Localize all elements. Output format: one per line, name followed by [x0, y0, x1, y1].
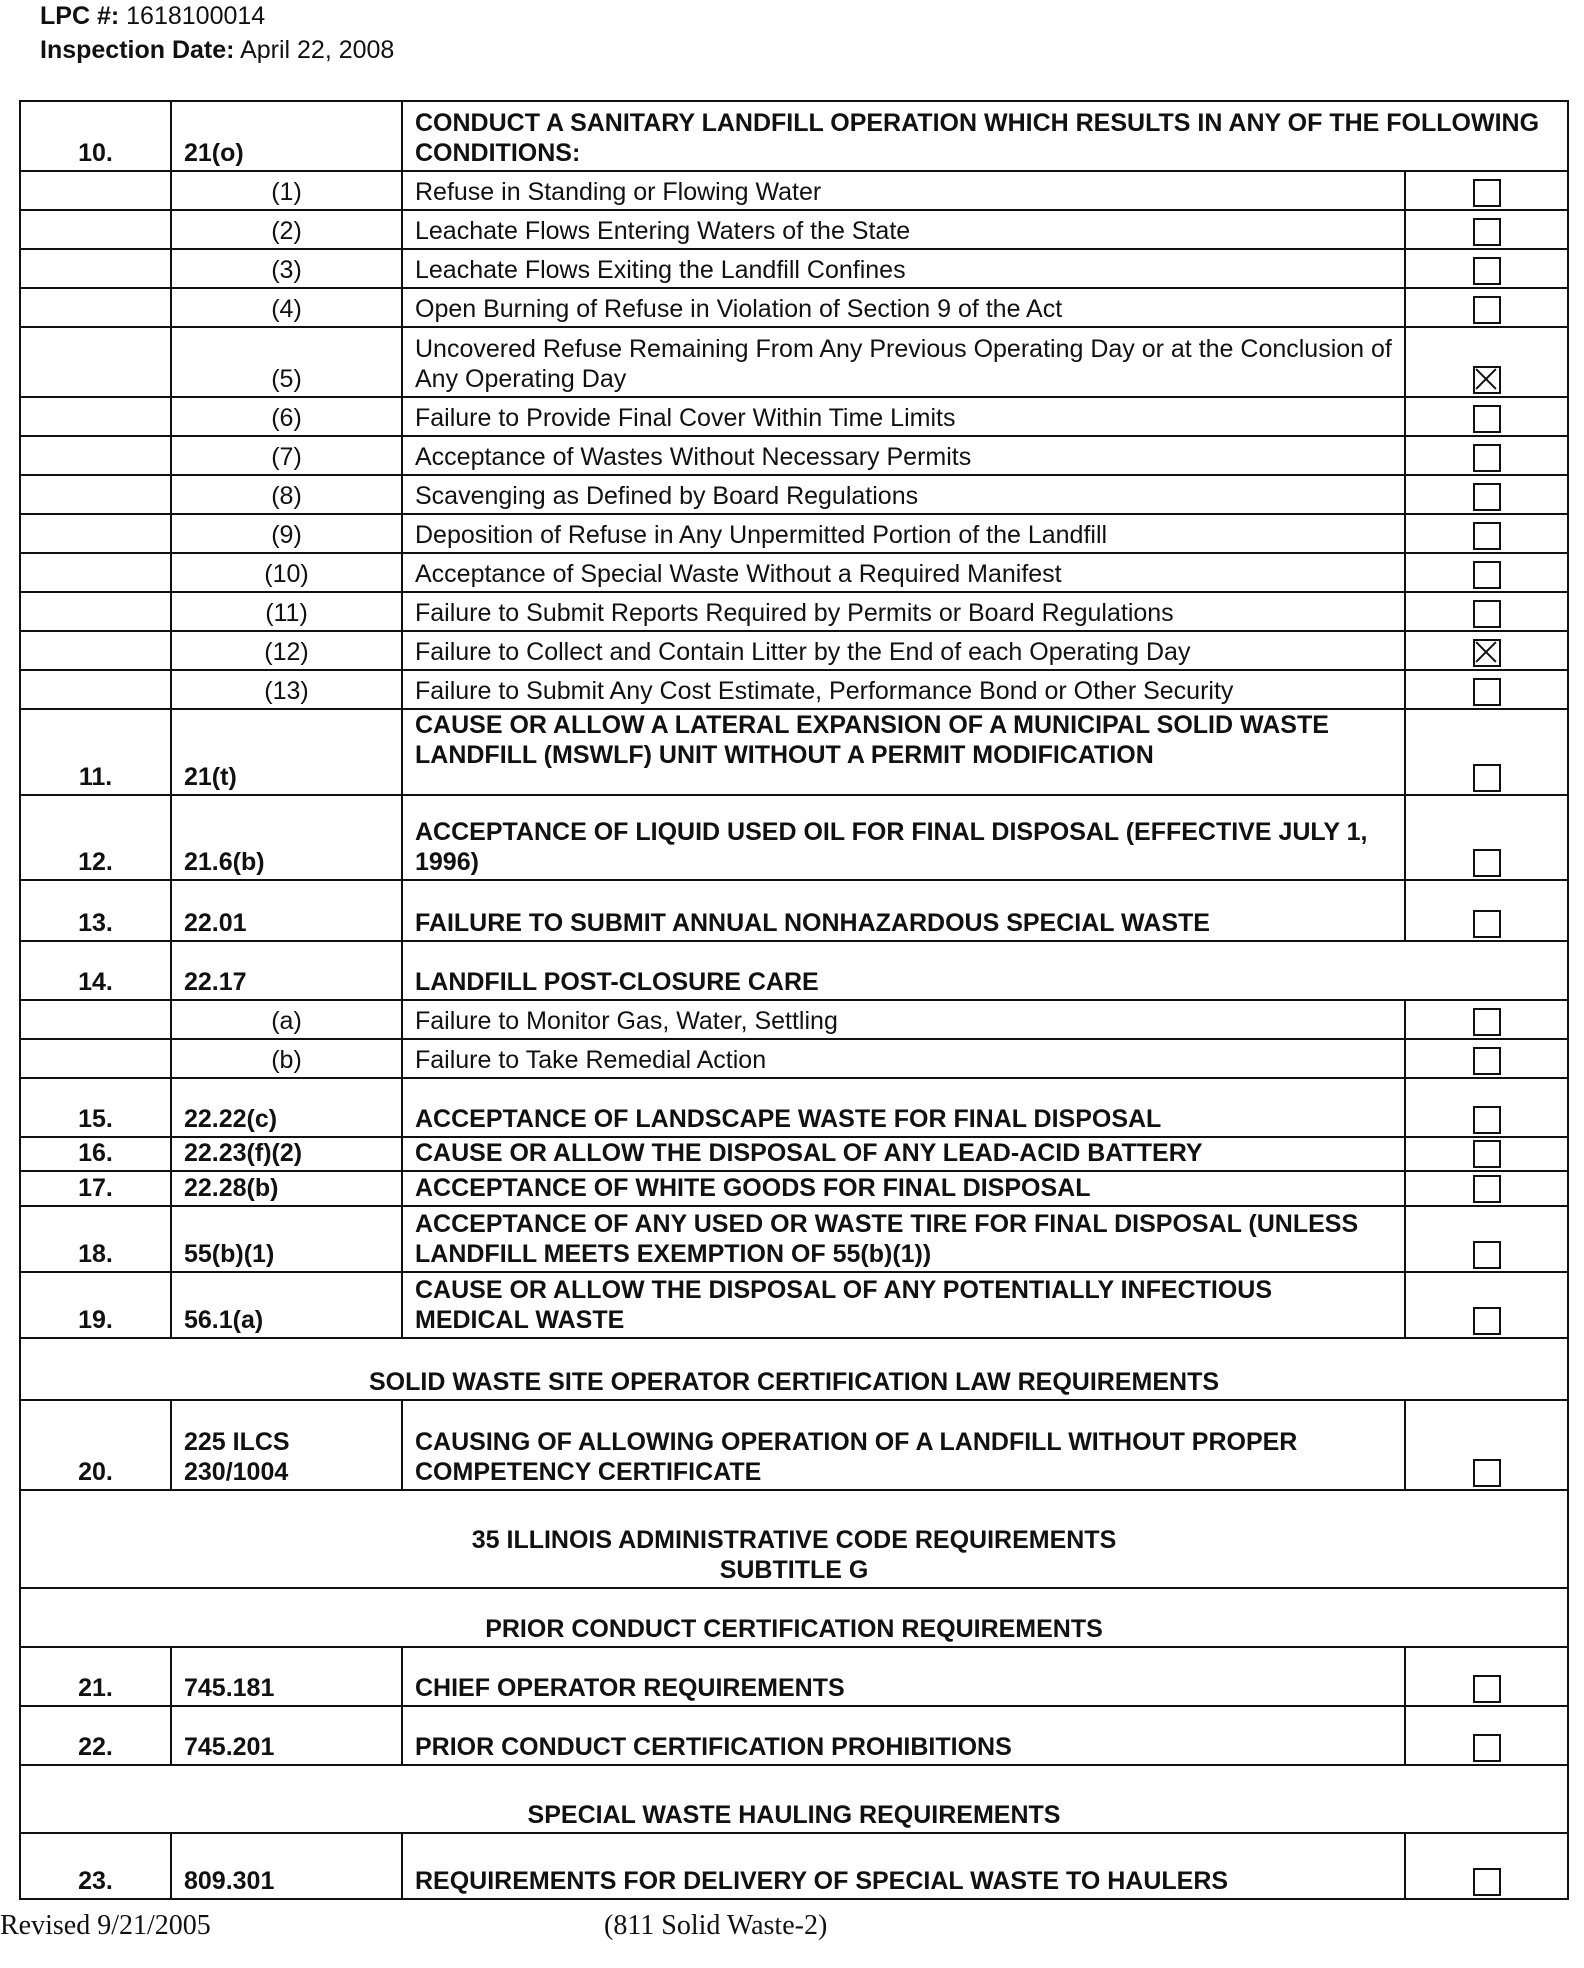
checkbox[interactable]: [1473, 1047, 1501, 1075]
blank-cell: [20, 327, 171, 397]
item-description: CHIEF OPERATOR REQUIREMENTS: [402, 1647, 1405, 1706]
section-heading-operator-cert: SOLID WASTE SITE OPERATOR CERTIFICATION LAW REQUIREMENTS: [20, 1338, 1568, 1400]
item-description: Failure to Collect and Contain Litter by the End of each Operating Day: [402, 631, 1405, 670]
subitem-label: (8): [171, 475, 402, 514]
checkbox[interactable]: [1473, 522, 1501, 550]
item-description: [402, 709, 1405, 795]
table-row: [20, 171, 1568, 210]
blank-cell: [20, 670, 171, 709]
checkbox-cell[interactable]: [1405, 1206, 1568, 1272]
table-row: [20, 514, 1568, 553]
section-heading-admin-code: [20, 1490, 1568, 1588]
checkbox-cell[interactable]: [1405, 1000, 1568, 1039]
inspection-date: [40, 34, 394, 66]
checkbox-cell[interactable]: [1405, 171, 1568, 210]
checkbox-cell[interactable]: [1405, 795, 1568, 880]
table-row: [20, 249, 1568, 288]
checkbox-cell[interactable]: [1405, 631, 1568, 670]
item-number: 10.: [20, 101, 171, 171]
subitem-label: (11): [171, 592, 402, 631]
lpc-number: [40, 0, 265, 32]
table-row: [20, 475, 1568, 514]
table-row: [20, 795, 1568, 880]
item-description: ACCEPTANCE OF LANDSCAPE WASTE FOR FINAL DISPOSAL: [402, 1078, 1405, 1137]
checkbox[interactable]: [1473, 296, 1501, 324]
subitem-label: (6): [171, 397, 402, 436]
table-row: [20, 1000, 1568, 1039]
item-description: Acceptance of Special Waste Without a Required Manifest: [402, 553, 1405, 592]
checkbox[interactable]: [1473, 1868, 1501, 1896]
item-description-text: CAUSE OR ALLOW A LATERAL EXPANSION OF A MUNICIPAL SOLID WASTE LANDFILL (MSWLF) UNIT WITHOUT A PERMIT MODIFICATION: [415, 711, 1329, 769]
subitem-label: (10): [171, 553, 402, 592]
section-banner-row: [20, 1490, 1568, 1588]
lpc-value: 1618100014: [126, 2, 266, 30]
section-banner-row: [20, 1588, 1568, 1647]
item-number: 16.: [20, 1137, 171, 1171]
table-row: [20, 1039, 1568, 1078]
item-description: ACCEPTANCE OF LIQUID USED OIL FOR FINAL DISPOSAL (EFFECTIVE JULY 1, 1996): [402, 795, 1405, 880]
checkbox[interactable]: [1473, 561, 1501, 589]
section-ref: 745.201: [171, 1706, 402, 1765]
table-row: [20, 1400, 1568, 1490]
checkbox[interactable]: [1473, 179, 1501, 207]
section-heading-special-waste: SPECIAL WASTE HAULING REQUIREMENTS: [20, 1765, 1568, 1833]
blank-cell: [20, 631, 171, 670]
subitem-label: (12): [171, 631, 402, 670]
revision-date: Revised 9/21/2005: [0, 1910, 211, 1941]
checkbox-checked[interactable]: [1473, 366, 1501, 394]
checkbox-checked[interactable]: [1473, 639, 1501, 667]
checkbox-cell[interactable]: [1405, 1400, 1568, 1490]
subitem-label: (7): [171, 436, 402, 475]
subitem-label: (13): [171, 670, 402, 709]
table-row: [20, 210, 1568, 249]
checkbox[interactable]: [1473, 600, 1501, 628]
checkbox-cell[interactable]: [1405, 1039, 1568, 1078]
item-number: 18.: [20, 1206, 171, 1272]
subitem-label: (5): [171, 327, 402, 397]
section-ref: 22.22(c): [171, 1078, 402, 1137]
checkbox[interactable]: [1473, 257, 1501, 285]
table-row: [20, 1171, 1568, 1205]
checkbox[interactable]: [1473, 849, 1501, 877]
form-id: (811 Solid Waste-2): [604, 1910, 828, 1941]
checkbox[interactable]: [1473, 910, 1501, 938]
subitem-label: (b): [171, 1039, 402, 1078]
subitem-label: (9): [171, 514, 402, 553]
checkbox-cell[interactable]: [1405, 553, 1568, 592]
table-row: [20, 397, 1568, 436]
subitem-label: (2): [171, 210, 402, 249]
section-ref: 55(b)(1): [171, 1206, 402, 1272]
checkbox-cell[interactable]: [1405, 436, 1568, 475]
blank-cell: [20, 436, 171, 475]
item-description: Uncovered Refuse Remaining From Any Previous Operating Day or at the Conclusion of Any Operating Day: [402, 327, 1405, 397]
checkbox-cell[interactable]: [1405, 709, 1568, 795]
subitem-label: (3): [171, 249, 402, 288]
item-description: CAUSING OF ALLOWING OPERATION OF A LANDFILL WITHOUT PROPER COMPETENCY CERTIFICATE: [402, 1400, 1405, 1490]
item-description: Failure to Submit Any Cost Estimate, Performance Bond or Other Security: [402, 670, 1405, 709]
checkbox-cell[interactable]: [1405, 327, 1568, 397]
item-description: Leachate Flows Entering Waters of the State: [402, 210, 1405, 249]
item-description: ACCEPTANCE OF WHITE GOODS FOR FINAL DISPOSAL: [402, 1171, 1405, 1205]
checkbox[interactable]: [1473, 1140, 1501, 1168]
lpc-label: LPC #:: [40, 2, 120, 30]
item-description: Refuse in Standing or Flowing Water: [402, 171, 1405, 210]
inspection-date-label: Inspection Date:: [40, 36, 235, 64]
subitem-label: (4): [171, 288, 402, 327]
checkbox-cell[interactable]: [1405, 1272, 1568, 1338]
checkbox-cell[interactable]: [1405, 1137, 1568, 1171]
checkbox[interactable]: [1473, 678, 1501, 706]
blank-cell: [20, 210, 171, 249]
blank-cell: [20, 592, 171, 631]
section-ref: 225 ILCS 230/1004: [171, 1400, 402, 1490]
item-description: REQUIREMENTS FOR DELIVERY OF SPECIAL WASTE TO HAULERS: [402, 1833, 1405, 1899]
item-description: CAUSE OR ALLOW THE DISPOSAL OF ANY LEAD-ACID BATTERY: [402, 1137, 1405, 1171]
table-row: [20, 101, 1568, 171]
checkbox-cell[interactable]: [1405, 1078, 1568, 1137]
item-description: Leachate Flows Exiting the Landfill Confines: [402, 249, 1405, 288]
checkbox-cell[interactable]: [1405, 1706, 1568, 1765]
checkbox[interactable]: [1473, 483, 1501, 511]
item-number: 21.: [20, 1647, 171, 1706]
item-description: ACCEPTANCE OF ANY USED OR WASTE TIRE FOR FINAL DISPOSAL (UNLESS LANDFILL MEETS EXEMPTION OF 55(b)(1)): [402, 1206, 1405, 1272]
table-row: [20, 941, 1568, 1000]
checkbox[interactable]: [1473, 1675, 1501, 1703]
item-description: Failure to Take Remedial Action: [402, 1039, 1405, 1078]
section-ref: 745.181: [171, 1647, 402, 1706]
item-description: Failure to Provide Final Cover Within Time Limits: [402, 397, 1405, 436]
checkbox-cell[interactable]: [1405, 475, 1568, 514]
item-description: LANDFILL POST-CLOSURE CARE: [402, 941, 1568, 1000]
item-description: Failure to Monitor Gas, Water, Settling: [402, 1000, 1405, 1039]
section-ref: 22.28(b): [171, 1171, 402, 1205]
section-ref: 21.6(b): [171, 795, 402, 880]
section-ref: 56.1(a): [171, 1272, 402, 1338]
table-row: [20, 631, 1568, 670]
item-description: Acceptance of Wastes Without Necessary Permits: [402, 436, 1405, 475]
checkbox[interactable]: [1473, 1241, 1501, 1269]
section-ref: 21(o): [171, 101, 402, 171]
item-number: 17.: [20, 1171, 171, 1205]
item-description: CONDUCT A SANITARY LANDFILL OPERATION WHICH RESULTS IN ANY OF THE FOLLOWING CONDITIONS:: [402, 101, 1568, 171]
table-row: [20, 288, 1568, 327]
checkbox[interactable]: [1473, 444, 1501, 472]
table-row: [20, 1078, 1568, 1137]
item-description: Failure to Submit Reports Required by Permits or Board Regulations: [402, 592, 1405, 631]
checkbox[interactable]: [1473, 1106, 1501, 1134]
item-number: 15.: [20, 1078, 171, 1137]
blank-cell: [20, 475, 171, 514]
item-number: 22.: [20, 1706, 171, 1765]
table-row: [20, 327, 1568, 397]
section-banner-row: [20, 1765, 1568, 1833]
checkbox[interactable]: [1473, 405, 1501, 433]
checkbox[interactable]: [1473, 1734, 1501, 1762]
checkbox-cell[interactable]: [1405, 397, 1568, 436]
blank-cell: [20, 171, 171, 210]
checkbox-cell[interactable]: [1405, 249, 1568, 288]
table-row: [20, 1137, 1568, 1171]
table-row: [20, 709, 1568, 795]
checkbox-cell[interactable]: [1405, 1647, 1568, 1706]
item-description: Scavenging as Defined by Board Regulations: [402, 475, 1405, 514]
admin-code-title: 35 ILLINOIS ADMINISTRATIVE CODE REQUIREMENTS: [471, 1525, 1117, 1554]
item-number: 11.: [20, 709, 171, 795]
checklist-table: [19, 100, 1569, 1900]
section-banner-row: [20, 1338, 1568, 1400]
item-number: 14.: [20, 941, 171, 1000]
table-row: [20, 880, 1568, 941]
item-description: CAUSE OR ALLOW THE DISPOSAL OF ANY POTENTIALLY INFECTIOUS MEDICAL WASTE: [402, 1272, 1405, 1338]
subitem-label: (1): [171, 171, 402, 210]
table-row: [20, 553, 1568, 592]
item-number: 12.: [20, 795, 171, 880]
checkbox[interactable]: [1473, 218, 1501, 246]
blank-cell: [20, 1039, 171, 1078]
checkbox-cell[interactable]: [1405, 1833, 1568, 1899]
section-ref: 22.01: [171, 880, 402, 941]
blank-cell: [20, 397, 171, 436]
item-description: FAILURE TO SUBMIT ANNUAL NONHAZARDOUS SPECIAL WASTE: [402, 880, 1405, 941]
table-row: [20, 592, 1568, 631]
checkbox-cell[interactable]: [1405, 592, 1568, 631]
item-number: 20.: [20, 1400, 171, 1490]
blank-cell: [20, 553, 171, 592]
item-description: Open Burning of Refuse in Violation of Section 9 of the Act: [402, 288, 1405, 327]
checkbox-cell[interactable]: [1405, 880, 1568, 941]
checkbox-cell[interactable]: [1405, 288, 1568, 327]
checkbox[interactable]: [1473, 764, 1501, 792]
table-row: [20, 436, 1568, 475]
table-row: [20, 1206, 1568, 1272]
section-ref: 21(t): [171, 709, 402, 795]
checkbox[interactable]: [1473, 1307, 1501, 1335]
subitem-label: (a): [171, 1000, 402, 1039]
table-row: [20, 670, 1568, 709]
item-description: PRIOR CONDUCT CERTIFICATION PROHIBITIONS: [402, 1706, 1405, 1765]
checkbox[interactable]: [1473, 1459, 1501, 1487]
section-ref: 22.17: [171, 941, 402, 1000]
blank-cell: [20, 249, 171, 288]
inspection-date-value: April 22, 2008: [240, 36, 395, 64]
item-number: 13.: [20, 880, 171, 941]
checkbox[interactable]: [1473, 1175, 1501, 1203]
table-row: [20, 1647, 1568, 1706]
blank-cell: [20, 1000, 171, 1039]
table-row: [20, 1272, 1568, 1338]
checkbox-cell[interactable]: [1405, 1171, 1568, 1205]
blank-cell: [20, 514, 171, 553]
admin-code-subtitle: SUBTITLE G: [719, 1555, 869, 1584]
section-heading-prior-conduct: PRIOR CONDUCT CERTIFICATION REQUIREMENTS: [20, 1588, 1568, 1647]
checkbox-cell[interactable]: [1405, 514, 1568, 553]
checkbox-cell[interactable]: [1405, 210, 1568, 249]
section-ref: 22.23(f)(2): [171, 1137, 402, 1171]
table-row: [20, 1706, 1568, 1765]
blank-cell: [20, 288, 171, 327]
section-ref: 809.301: [171, 1833, 402, 1899]
table-row: [20, 1833, 1568, 1899]
checkbox[interactable]: [1473, 1008, 1501, 1036]
item-number: 19.: [20, 1272, 171, 1338]
item-number: 23.: [20, 1833, 171, 1899]
checkbox-cell[interactable]: [1405, 670, 1568, 709]
item-description: Deposition of Refuse in Any Unpermitted Portion of the Landfill: [402, 514, 1405, 553]
